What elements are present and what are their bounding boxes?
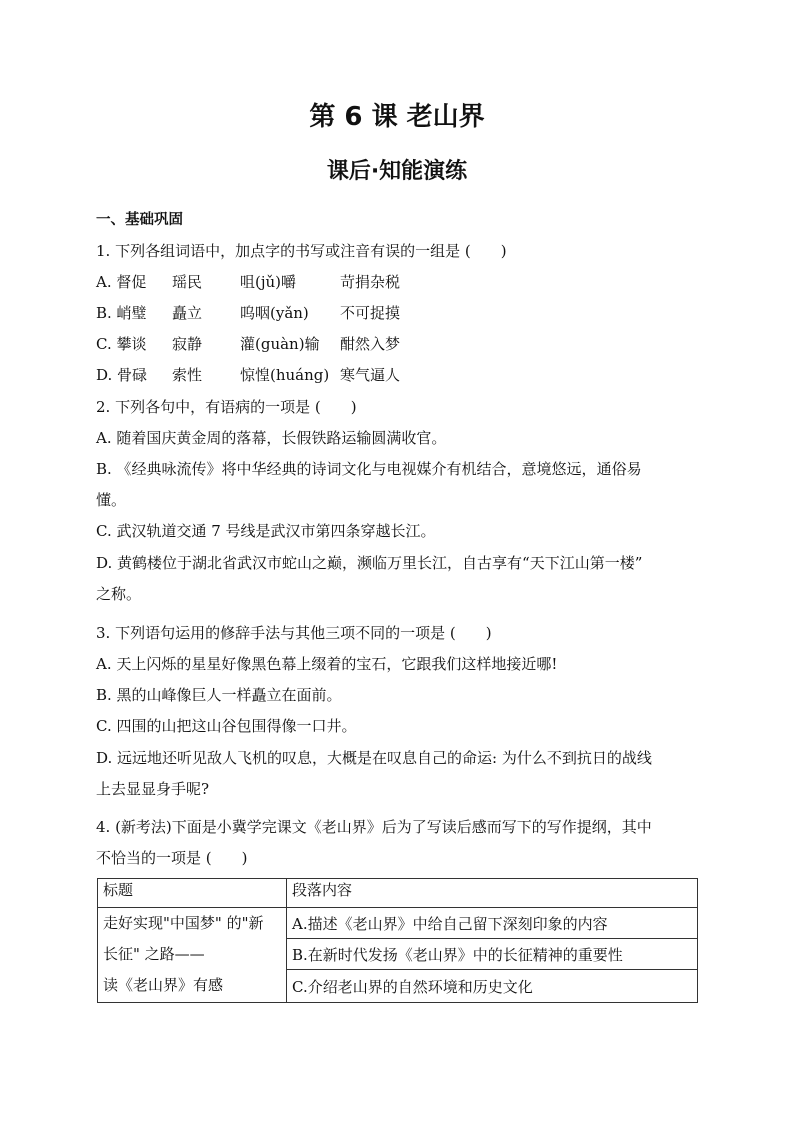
question-3-option-d: D. 远远地还听见敌人飞机的叹息，大概是在叹息自己的命运: 为什么不到抗日的战线: [96, 749, 652, 767]
question-3-option-d-cont: 上去显显身手呢?: [96, 780, 210, 798]
question-2-option-a: A. 随着国庆黄金周的落幕，长假铁路运输圆满收官。: [96, 429, 447, 447]
table-header-cell: 段落内容: [287, 879, 698, 908]
paragraph-content-b: B.在新时代发扬《老山界》中的长征精神的重要性: [287, 939, 698, 970]
paragraph-content-c: C.介绍老山界的自然环境和历史文化: [287, 970, 698, 1003]
essay-title-cell: [98, 908, 287, 1003]
question-2-option-d-cont: 之称。: [96, 585, 142, 603]
essay-title-line: 走好实现"中国梦" 的"新: [103, 914, 264, 932]
question-1-option-b: [96, 302, 400, 324]
question-3-option-c: C. 四围的山把这山谷包围得像一口井。: [96, 717, 357, 735]
option-word: 呜咽(yǎn): [240, 304, 309, 322]
question-2-stem: 2. 下列各句中，有语病的一项是 ( ): [96, 398, 357, 416]
option-word: 咀(jǔ)嚼: [240, 273, 297, 291]
essay-title-line: 长征" 之路——: [103, 945, 205, 963]
question-1-stem: 1. 下列各组词语中，加点字的书写或注音有误的一组是 ( ): [96, 242, 507, 260]
question-2-option-b: B. 《经典咏流传》将中华经典的诗词文化与电视媒介有机结合，意境悠远，通俗易: [96, 460, 642, 478]
question-4-stem-cont: 不恰当的一项是 ( ): [96, 849, 248, 867]
option-word: 酣然入梦: [340, 335, 401, 353]
question-1-option-d: [96, 364, 400, 386]
table-header-cell: 标题: [98, 879, 287, 908]
lesson-title: 第 6 课 老山界: [309, 102, 485, 132]
option-word: 寒气逼人: [340, 366, 401, 384]
outline-table: [97, 878, 698, 1003]
lesson-subtitle: 课后·知能演练: [326, 159, 468, 184]
question-2-option-b-cont: 懂。: [96, 491, 127, 509]
question-1-option-a: [96, 271, 400, 293]
table-header-row: [98, 879, 698, 908]
question-3-option-a: A. 天上闪烁的星星好像黑色幕上缀着的宝石，它跟我们这样地接近哪!: [96, 655, 558, 673]
section-heading: 一、基础巩固: [96, 212, 183, 228]
option-word: 瑶民: [172, 273, 203, 291]
option-word: 不可捉摸: [340, 304, 401, 322]
question-1-option-c: [96, 333, 400, 355]
question-3-option-b: B. 黑的山峰像巨人一样矗立在面前。: [96, 686, 342, 704]
option-word: 索性: [172, 366, 203, 384]
question-4-stem: 4. (新考法)下面是小冀学完课文《老山界》后为了写读后感而写下的写作提纲，其中: [96, 818, 652, 836]
option-word: B. 峭璧: [96, 304, 147, 322]
table-row: [98, 908, 698, 939]
essay-title-line: 读《老山界》有感: [103, 976, 224, 994]
option-word: C. 攀谈: [96, 335, 147, 353]
paragraph-content-a: A.描述《老山界》中给自己留下深刻印象的内容: [287, 908, 698, 939]
option-word: 苛捐杂税: [340, 273, 401, 291]
question-2-option-d: D. 黄鹤楼位于湖北省武汉市蛇山之巅，濒临万里长江，自古享有“天下江山第一楼”: [96, 554, 643, 572]
option-word: 惊惶(huáng): [240, 366, 330, 384]
option-word: A. 督促: [96, 273, 147, 291]
option-word: 矗立: [172, 304, 203, 322]
question-3-stem: 3. 下列语句运用的修辞手法与其他三项不同的一项是 ( ): [96, 624, 492, 642]
option-word: D. 骨碌: [96, 366, 148, 384]
option-word: 寂静: [172, 335, 203, 353]
question-2-option-c: C. 武汉轨道交通 7 号线是武汉市第四条穿越长江。: [96, 522, 436, 540]
option-word: 灌(guàn)输: [240, 335, 320, 353]
